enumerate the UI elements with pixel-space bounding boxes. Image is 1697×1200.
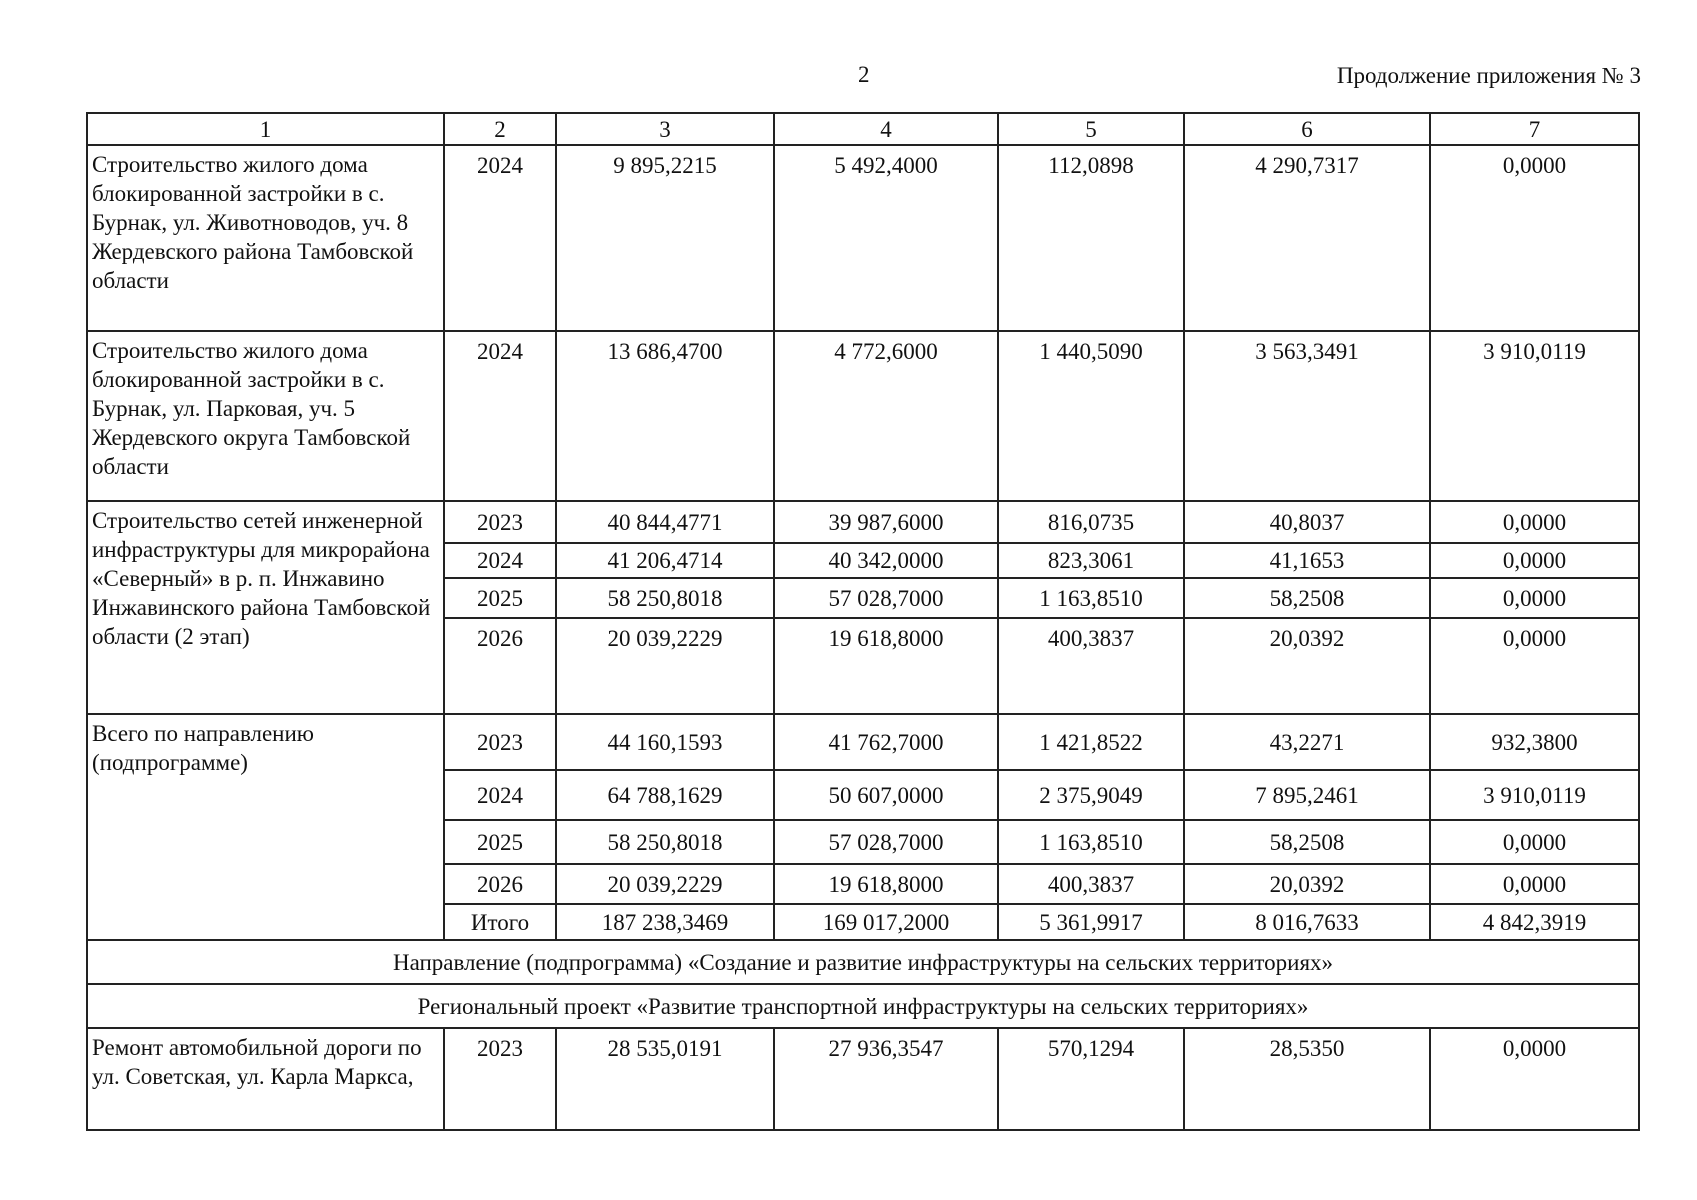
- year-cell: 2024: [444, 543, 556, 578]
- header-cell: 3: [556, 113, 774, 145]
- value-cell: 9 895,2215: [556, 145, 774, 331]
- value-cell: 39 987,6000: [774, 501, 998, 543]
- value-cell: 0,0000: [1430, 618, 1639, 714]
- header-cell: 2: [444, 113, 556, 145]
- value-cell: 3 910,0119: [1430, 331, 1639, 501]
- value-cell: 28,5350: [1184, 1028, 1430, 1130]
- table-row: [87, 331, 1639, 501]
- header-cell: 4: [774, 113, 998, 145]
- value-cell: 823,3061: [998, 543, 1184, 578]
- value-cell: 1 421,8522: [998, 714, 1184, 770]
- value-cell: 50 607,0000: [774, 770, 998, 820]
- value-cell: 19 618,8000: [774, 864, 998, 904]
- value-cell: 20 039,2229: [556, 864, 774, 904]
- value-cell: 0,0000: [1430, 145, 1639, 331]
- value-cell: 20 039,2229: [556, 618, 774, 714]
- year-cell: 2024: [444, 145, 556, 331]
- value-cell: 5 361,9917: [998, 904, 1184, 940]
- year-cell: 2023: [444, 501, 556, 543]
- value-cell: 187 238,3469: [556, 904, 774, 940]
- value-cell: 816,0735: [998, 501, 1184, 543]
- value-cell: 4 290,7317: [1184, 145, 1430, 331]
- value-cell: 28 535,0191: [556, 1028, 774, 1130]
- appendix-label: Продолжение приложения № 3: [1336, 63, 1641, 88]
- header-cell: 7: [1430, 113, 1639, 145]
- section-row: [87, 940, 1639, 984]
- value-cell: 0,0000: [1430, 578, 1639, 618]
- value-cell: 0,0000: [1430, 501, 1639, 543]
- section-row: [87, 984, 1639, 1028]
- year-cell: 2023: [444, 1028, 556, 1130]
- value-cell: 41 762,7000: [774, 714, 998, 770]
- year-cell: 2026: [444, 864, 556, 904]
- project-name-cell: Строительство сетей инженерной инфраструктуры для микрорайона «Северный» в р. п. Инжавино Инжавинского района Тамбовской области (2 этап): [87, 501, 444, 714]
- header-cell: 6: [1184, 113, 1430, 145]
- project-name-cell: Строительство жилого дома блокированной застройки в с. Бурнак, ул. Парковая, уч. 5 Жердевского округа Тамбовской области: [87, 331, 444, 501]
- header-row: [87, 113, 1639, 145]
- value-cell: 19 618,8000: [774, 618, 998, 714]
- value-cell: 4 842,3919: [1430, 904, 1639, 940]
- value-cell: 40 844,4771: [556, 501, 774, 543]
- value-cell: 169 017,2000: [774, 904, 998, 940]
- value-cell: 1 440,5090: [998, 331, 1184, 501]
- value-cell: 0,0000: [1430, 820, 1639, 864]
- value-cell: 58 250,8018: [556, 578, 774, 618]
- value-cell: 20,0392: [1184, 864, 1430, 904]
- value-cell: 0,0000: [1430, 543, 1639, 578]
- value-cell: 400,3837: [998, 618, 1184, 714]
- value-cell: 57 028,7000: [774, 820, 998, 864]
- project-name-cell: Строительство жилого дома блокированной застройки в с. Бурнак, ул. Животноводов, уч. 8 Жердевского района Тамбовской области: [87, 145, 444, 331]
- year-cell: 2024: [444, 770, 556, 820]
- value-cell: 64 788,1629: [556, 770, 774, 820]
- table-row: [87, 501, 1639, 543]
- value-cell: 20,0392: [1184, 618, 1430, 714]
- value-cell: 0,0000: [1430, 864, 1639, 904]
- table-row: [87, 1028, 1639, 1130]
- value-cell: 4 772,6000: [774, 331, 998, 501]
- year-cell: 2024: [444, 331, 556, 501]
- value-cell: 40,8037: [1184, 501, 1430, 543]
- value-cell: 41,1653: [1184, 543, 1430, 578]
- section-title: Направление (подпрограмма) «Создание и развитие инфраструктуры на сельских территориях»: [87, 940, 1639, 984]
- table-row: [87, 714, 1639, 770]
- value-cell: 1 163,8510: [998, 820, 1184, 864]
- value-cell: 400,3837: [998, 864, 1184, 904]
- value-cell: 5 492,4000: [774, 145, 998, 331]
- value-cell: 570,1294: [998, 1028, 1184, 1130]
- project-name-cell: Ремонт автомобильной дороги по ул. Советская, ул. Карла Маркса,: [87, 1028, 444, 1130]
- value-cell: 57 028,7000: [774, 578, 998, 618]
- value-cell: 112,0898: [998, 145, 1184, 331]
- value-cell: 3 563,3491: [1184, 331, 1430, 501]
- total-label-cell: Всего по направлению (подпрограмме): [87, 714, 444, 940]
- value-cell: 41 206,4714: [556, 543, 774, 578]
- project-title: Региональный проект «Развитие транспортной инфраструктуры на сельских территориях»: [87, 984, 1639, 1028]
- value-cell: 44 160,1593: [556, 714, 774, 770]
- value-cell: 1 163,8510: [998, 578, 1184, 618]
- year-cell: 2025: [444, 820, 556, 864]
- year-cell: 2025: [444, 578, 556, 618]
- year-cell: 2026: [444, 618, 556, 714]
- value-cell: 2 375,9049: [998, 770, 1184, 820]
- total-year-cell: Итого: [444, 904, 556, 940]
- year-cell: 2023: [444, 714, 556, 770]
- page-number: 2: [858, 62, 870, 87]
- value-cell: 8 016,7633: [1184, 904, 1430, 940]
- budget-table: [86, 112, 1640, 1131]
- value-cell: 13 686,4700: [556, 331, 774, 501]
- value-cell: 0,0000: [1430, 1028, 1639, 1130]
- header-cell: 1: [87, 113, 444, 145]
- value-cell: 7 895,2461: [1184, 770, 1430, 820]
- value-cell: 932,3800: [1430, 714, 1639, 770]
- value-cell: 58 250,8018: [556, 820, 774, 864]
- value-cell: 40 342,0000: [774, 543, 998, 578]
- value-cell: 58,2508: [1184, 578, 1430, 618]
- table-row: [87, 145, 1639, 331]
- value-cell: 43,2271: [1184, 714, 1430, 770]
- value-cell: 3 910,0119: [1430, 770, 1639, 820]
- value-cell: 27 936,3547: [774, 1028, 998, 1130]
- value-cell: 58,2508: [1184, 820, 1430, 864]
- header-cell: 5: [998, 113, 1184, 145]
